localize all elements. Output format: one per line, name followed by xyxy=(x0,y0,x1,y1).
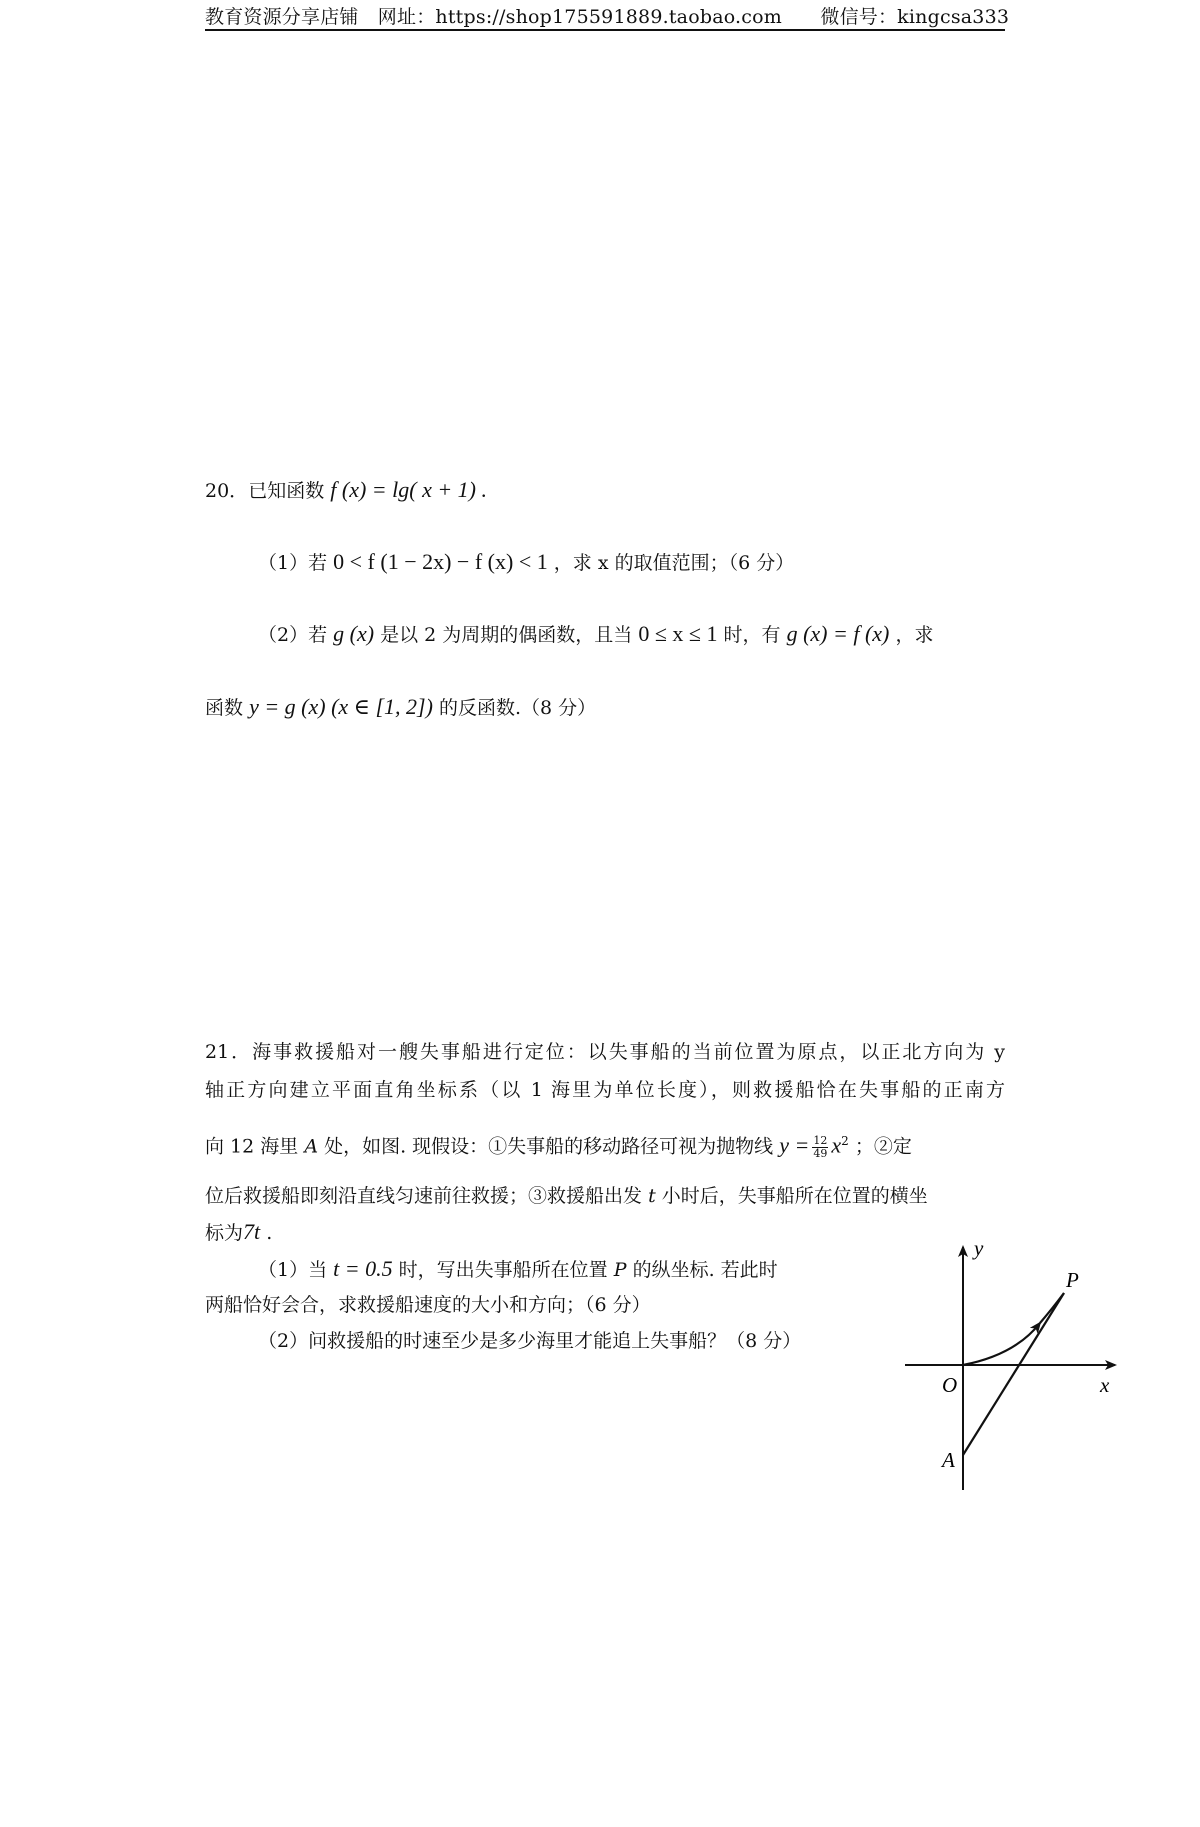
q21-line5-b: . xyxy=(266,1222,273,1244)
q20-p2-text2: 时，有 xyxy=(723,624,781,646)
q20-p2-label: （2）若 xyxy=(258,624,328,646)
q21-line3-c: ；②定 xyxy=(854,1135,912,1158)
header-divider xyxy=(205,29,1005,31)
q20-p2-equation: g (x) = f (x) xyxy=(786,621,890,646)
q20-p1-label: （1）若 xyxy=(258,552,328,574)
q21-sub1 xyxy=(258,1255,778,1284)
q21-s1-expr: t = 0.5 xyxy=(333,1256,393,1281)
label-P: P xyxy=(1066,1268,1079,1292)
q21-parabola-x: x xyxy=(831,1132,842,1158)
q20-p2-condition: 0 ≤ x ≤ 1 xyxy=(638,621,718,646)
q21-line4-b: 小时后，失事船所在位置的横坐 xyxy=(661,1185,928,1207)
q20-p1-text: ，求 x 的取值范围；（6 分） xyxy=(553,552,795,574)
q21-s1-P: P xyxy=(613,1259,627,1281)
q21-line5-a: 标为 xyxy=(205,1222,244,1244)
q20-part2-line2 xyxy=(205,693,596,722)
q20-number: 20． xyxy=(205,480,249,502)
q20-stem xyxy=(205,476,487,505)
q21-var-t: t xyxy=(648,1185,656,1207)
q21-line4-a: 位后救援船即刻沿直线匀速前往救援；③救援船出发 xyxy=(205,1185,643,1207)
q21-line5 xyxy=(205,1218,272,1247)
label-O: O xyxy=(942,1373,958,1397)
q21-point-A: A xyxy=(304,1135,319,1158)
q21-exponent: 2 xyxy=(841,1134,849,1148)
q20-function-expr: f (x) = lg( x + 1) . xyxy=(330,477,487,502)
q20-intro: 已知函数 xyxy=(248,480,325,502)
q21-parabola-y: y = xyxy=(779,1132,810,1158)
parabola-path xyxy=(963,1323,1040,1365)
label-y: y xyxy=(974,1236,984,1260)
q20-p2-text1: 是以 2 为周期的偶函数，且当 xyxy=(380,624,633,646)
label-x: x xyxy=(1100,1373,1110,1397)
page-header: 教育资源分享店铺 网址：https://shop175591889.taobao.com 微信号：kingcsa333 xyxy=(205,6,1010,28)
q21-s1-a: （1）当 xyxy=(258,1259,328,1281)
q21-sub2: （2）问救援船的时速至少是多少海里才能追上失事船？（8 分） xyxy=(258,1330,802,1352)
q21-line5-expr: 7t xyxy=(243,1219,261,1244)
coordinate-figure xyxy=(890,1235,1130,1505)
q21-sub1-line2: 两船恰好会合，求救援船速度的大小和方向；（6 分） xyxy=(205,1294,651,1316)
rescue-line xyxy=(963,1293,1064,1455)
q20-p2-line2-b: 的反函数.（8 分） xyxy=(438,697,597,719)
q21-frac-num: 12 xyxy=(813,1133,828,1147)
q20-p1-inequality: 0 < f (1 − 2x) − f (x) < 1 xyxy=(333,549,548,574)
q21-s1-c: 的纵坐标. 若此时 xyxy=(632,1259,778,1281)
q20-part2 xyxy=(258,620,933,649)
q21-line1 xyxy=(205,1038,1005,1066)
q20-p2-line2-a: 函数 xyxy=(205,697,244,719)
q20-p2-text3: ，求 xyxy=(895,624,934,646)
q21-line3 xyxy=(205,1127,912,1160)
q21-line3-b: 处，如图. 现假设：①失事船的移动路径可视为抛物线 xyxy=(324,1135,774,1158)
q21-line2: 轴正方向建立平面直角坐标系（以 1 海里为单位长度），则救援船恰在失事船的正南方 xyxy=(205,1079,1005,1101)
q20-part1 xyxy=(258,548,794,577)
q20-p2-g: g (x) xyxy=(333,621,375,646)
q20-p2-line2-expr: y = g (x) (x ∈ [1, 2]) xyxy=(249,694,433,719)
q21-line1-text: 海事救援船对一艘失事船进行定位：以失事船的当前位置为原点，以正北方向为 y xyxy=(252,1041,1005,1063)
label-A: A xyxy=(942,1448,955,1472)
q21-line3-a: 向 12 海里 xyxy=(205,1135,299,1158)
q21-frac-den: 49 xyxy=(813,1146,828,1160)
q21-fraction xyxy=(812,1135,828,1160)
q21-number: 21． xyxy=(205,1041,253,1063)
q21-s1-b: 时，写出失事船所在位置 xyxy=(398,1259,608,1281)
q21-line4 xyxy=(205,1182,928,1210)
